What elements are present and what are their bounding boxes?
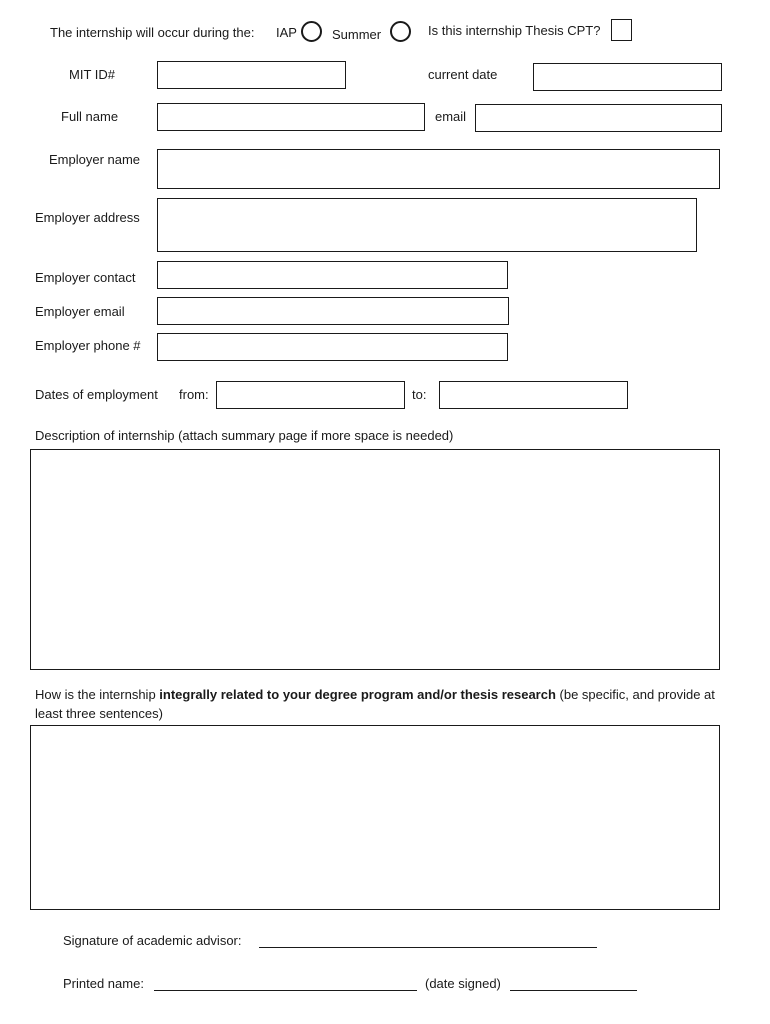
advisor-signature-line[interactable] [259, 947, 597, 948]
employer-contact-field[interactable] [157, 261, 508, 289]
relation-question [35, 685, 715, 723]
iap-label: IAP [276, 25, 297, 40]
employer-name-label: Employer name [49, 152, 141, 167]
date-signed-label: (date signed) [425, 976, 501, 991]
employer-email-label: Employer email [35, 304, 125, 319]
date-from-field[interactable] [216, 381, 405, 409]
thesis-cpt-checkbox[interactable] [611, 19, 632, 41]
full-name-label: Full name [61, 109, 119, 124]
relation-suffix: (be specific, and provide at least three sentences) [35, 687, 715, 721]
summer-label: Summer [332, 27, 382, 42]
printed-name-label: Printed name: [63, 976, 144, 991]
description-label: Description of internship (attach summary page if more space is needed) [35, 428, 454, 443]
description-textarea[interactable] [30, 449, 720, 670]
employer-email-field[interactable] [157, 297, 509, 325]
summer-radio[interactable] [390, 21, 411, 42]
occur-label: The internship will occur during the: [50, 25, 255, 40]
date-signed-line[interactable] [510, 990, 637, 991]
employer-address-field[interactable] [157, 198, 697, 252]
employer-phone-label: Employer phone # [35, 338, 141, 353]
employer-contact-label: Employer contact [35, 270, 136, 285]
to-label: to: [412, 387, 427, 402]
mit-id-field[interactable] [157, 61, 346, 89]
date-to-field[interactable] [439, 381, 628, 409]
printed-name-line[interactable] [154, 990, 417, 991]
full-name-field[interactable] [157, 103, 425, 131]
email-label: email [435, 109, 467, 124]
relation-textarea[interactable] [30, 725, 720, 910]
dates-label: Dates of employment [35, 387, 158, 402]
from-label: from: [179, 387, 209, 402]
relation-bold: integrally related to your degree program and/or thesis research [159, 687, 556, 702]
email-field[interactable] [475, 104, 722, 132]
thesis-cpt-label: Is this internship Thesis CPT? [428, 23, 601, 38]
employer-address-label: Employer address [35, 210, 140, 225]
advisor-signature-label: Signature of academic advisor: [63, 933, 242, 948]
current-date-label: current date [428, 67, 498, 82]
employer-name-field[interactable] [157, 149, 720, 189]
current-date-field[interactable] [533, 63, 722, 91]
mit-id-label: MIT ID# [69, 67, 115, 82]
iap-radio[interactable] [301, 21, 322, 42]
employer-phone-field[interactable] [157, 333, 508, 361]
relation-prefix: How is the internship [35, 687, 160, 702]
